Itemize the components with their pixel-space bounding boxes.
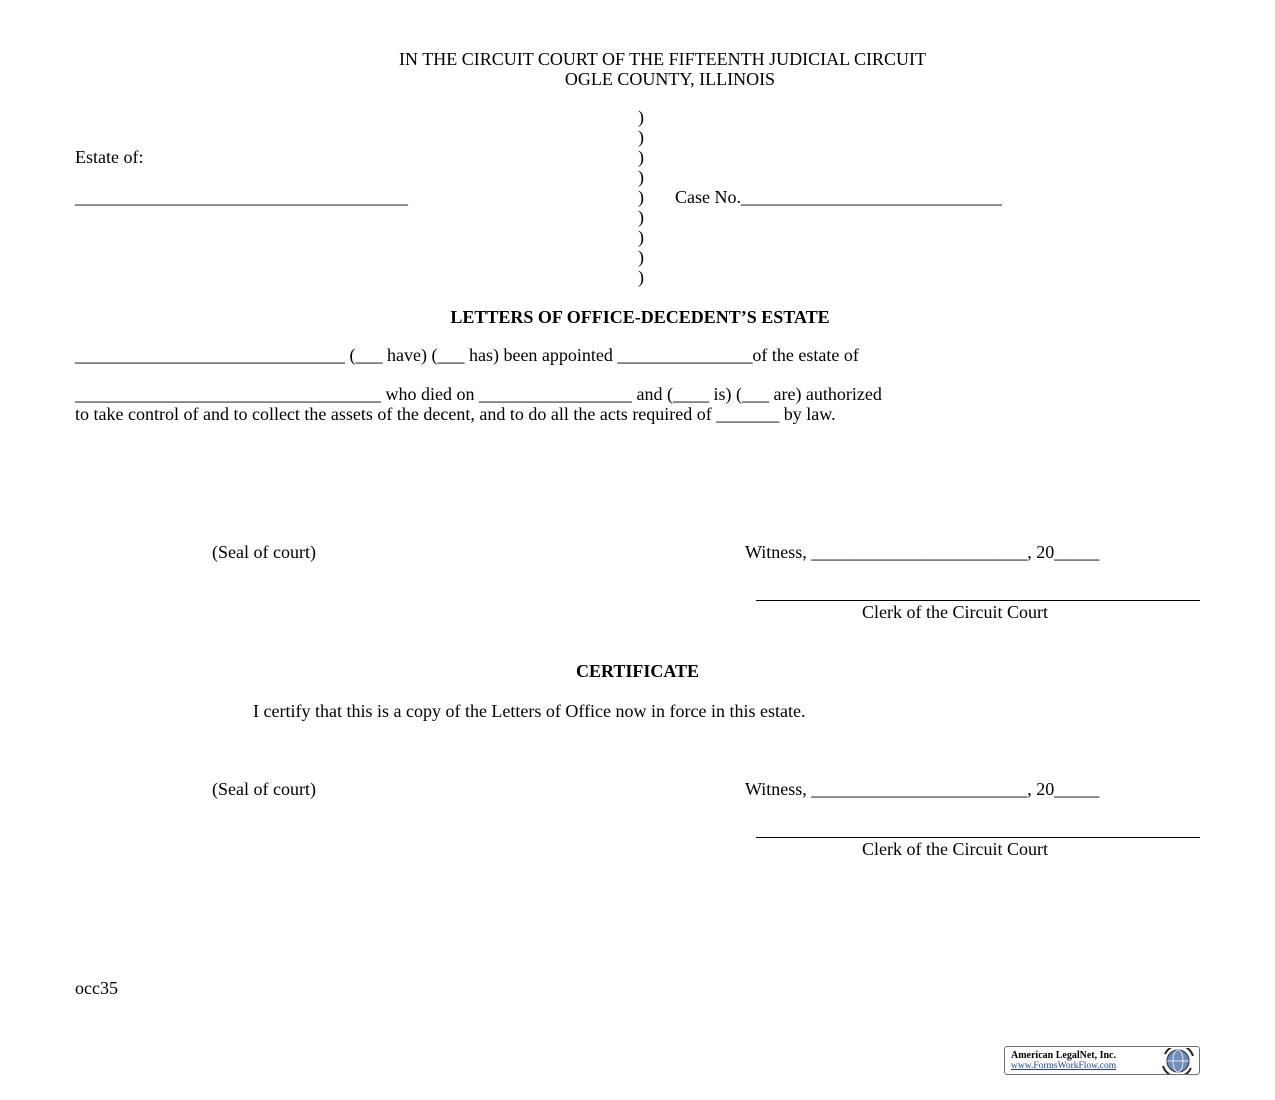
caption-paren: ) bbox=[638, 227, 644, 247]
logo-url-link[interactable]: www.FormsWorkFlow.com bbox=[1011, 1061, 1117, 1071]
caption-paren: ) bbox=[638, 107, 644, 127]
caption-paren: ) bbox=[638, 167, 644, 187]
globe-icon bbox=[1159, 1048, 1197, 1074]
caption-paren: ) bbox=[638, 207, 644, 227]
witness-line: Witness, ________________________, 20_____ bbox=[745, 542, 1100, 562]
witness-line: Witness, ________________________, 20_____ bbox=[745, 779, 1100, 799]
logo-company-name: American LegalNet, Inc. bbox=[1011, 1050, 1116, 1061]
estate-name-blank: _____________________________________ bbox=[75, 187, 408, 207]
clerk-signature-line bbox=[756, 600, 1200, 601]
caption-paren: ) bbox=[638, 147, 644, 167]
caption-paren: ) bbox=[638, 267, 644, 287]
letters-line-2: __________________________________ who died on _________________ and (____ is) (___ are) authorized bbox=[75, 384, 882, 404]
caption-paren: ) bbox=[638, 127, 644, 147]
american-legalnet-logo[interactable] bbox=[1004, 1046, 1200, 1075]
seal-of-court: (Seal of court) bbox=[212, 542, 316, 562]
certificate-text: I certify that this is a copy of the Letters of Office now in force in this estate. bbox=[253, 701, 806, 721]
estate-label: Estate of: bbox=[75, 147, 144, 167]
certificate-title: CERTIFICATE bbox=[575, 661, 700, 681]
court-title: IN THE CIRCUIT COURT OF THE FIFTEENTH JUDICIAL CIRCUIT bbox=[399, 49, 926, 69]
letters-title: LETTERS OF OFFICE-DECEDENT’S ESTATE bbox=[450, 307, 830, 327]
clerk-title: Clerk of the Circuit Court bbox=[862, 839, 1048, 859]
form-id: occ35 bbox=[75, 978, 118, 998]
caption-paren: ) bbox=[638, 247, 644, 267]
clerk-signature-line bbox=[756, 837, 1200, 838]
case-number-field: Case No._____________________________ bbox=[675, 187, 1002, 207]
letters-line-3: to take control of and to collect the assets of the decent, and to do all the acts required of _______ by law. bbox=[75, 404, 836, 424]
county-title: OGLE COUNTY, ILLINOIS bbox=[564, 69, 776, 89]
clerk-title: Clerk of the Circuit Court bbox=[862, 602, 1048, 622]
caption-paren: ) bbox=[638, 187, 644, 207]
letters-line-1: ______________________________ (___ have) (___ has) been appointed _______________of the estate of bbox=[75, 345, 859, 365]
seal-of-court: (Seal of court) bbox=[212, 779, 316, 799]
